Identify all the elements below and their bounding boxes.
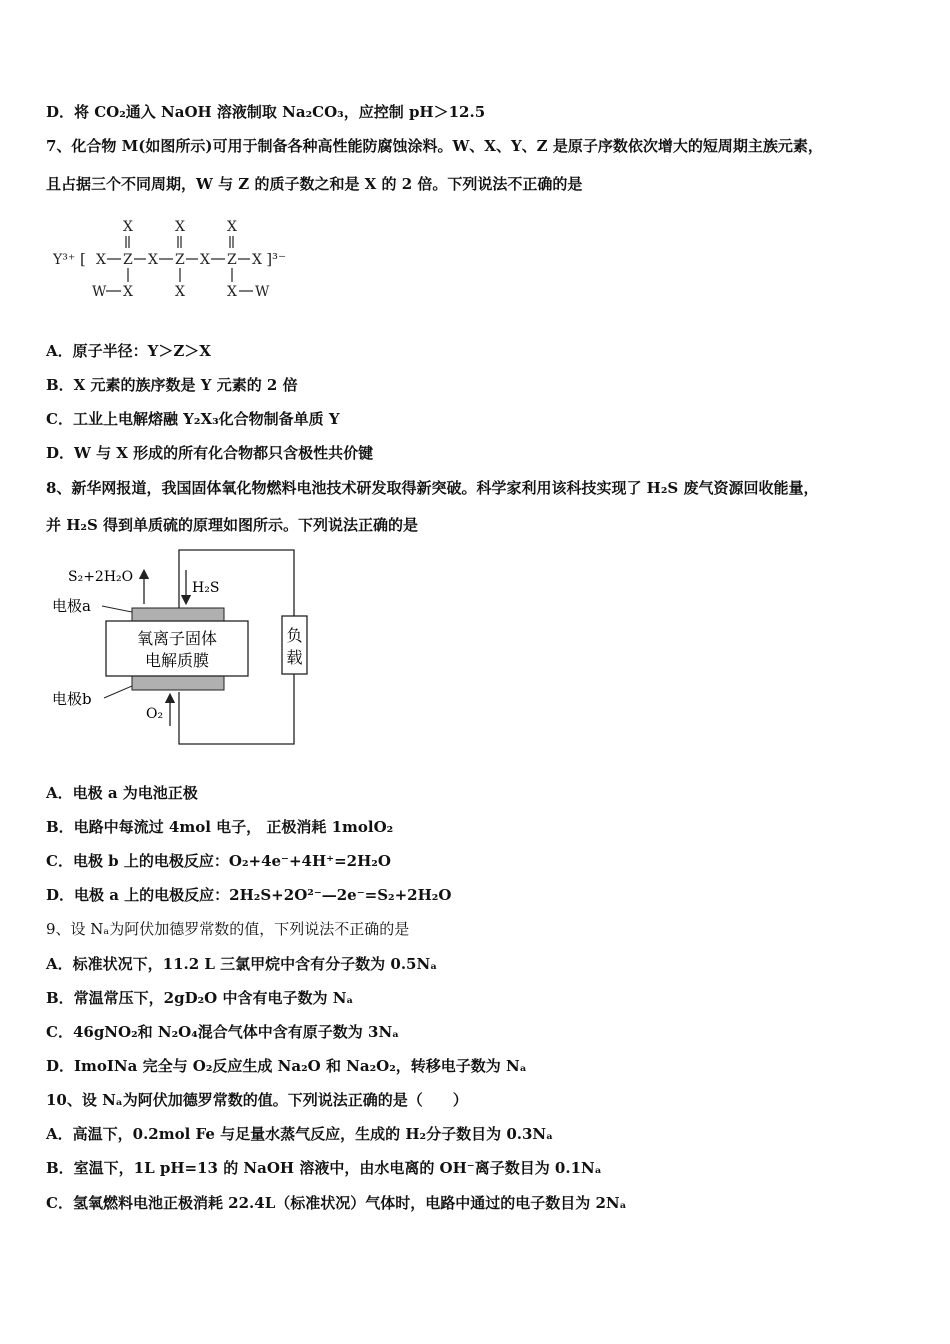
q8-stem-line2: 并 H₂S 得到单质硫的原理如图所示。下列说法正确的是 <box>46 516 419 534</box>
structure-cation: Y³⁺ <box>53 252 76 268</box>
q6-option-d: D．将 CO₂通入 NaOH 溶液制取 Na₂CO₃，应控制 pH＞12.5 <box>46 103 486 121</box>
structure-bracket-open: [ <box>80 250 86 268</box>
q7-option-b: B．X 元素的族序数是 Y 元素的 2 倍 <box>46 376 298 394</box>
q10-option-a: A．高温下，0.2mol Fe 与足量水蒸气反应，生成的 H₂分子数目为 0.3Nₐ <box>46 1125 554 1143</box>
electrode-b <box>132 676 224 690</box>
q8-stem-line1: 8、新华网报道，我国固体氧化物燃料电池技术研发取得新突破。科学家利用该科技实现了 H₂S 废气资源回收能量， <box>46 479 819 497</box>
q7-option-d: D．W 与 X 形成的所有化合物都只含极性共价键 <box>46 444 374 462</box>
q9-option-c: C．46gNO₂和 N₂O₄混合气体中含有原子数为 3Nₐ <box>46 1023 400 1041</box>
q7-option-c: C．工业上电解熔融 Y₂X₃化合物制备单质 Y <box>46 410 340 428</box>
atom-x: X <box>148 252 158 268</box>
o2-label: O₂ <box>146 706 164 722</box>
electrode-a-label: 电极a <box>52 597 91 615</box>
atom-z: Z <box>175 252 185 268</box>
atom-x: X <box>252 252 262 268</box>
q10-option-c: C．氢氧燃料电池正极消耗 22.4L（标准状况）气体时，电路中通过的电子数目为 2Nₐ <box>46 1194 627 1212</box>
atom-w: W <box>255 284 270 300</box>
product-label: S₂+2H₂O <box>68 569 134 585</box>
h2s-label: H₂S <box>192 580 220 596</box>
electrode-b-pointer <box>104 686 132 698</box>
q7-stem-line2: 且占据三个不同周期，W 与 Z 的质子数之和是 X 的 2 倍。下列说法不正确的是 <box>46 175 583 193</box>
atom-x: X <box>227 284 237 300</box>
atom-x: X <box>175 219 185 235</box>
atom-x: X <box>200 252 210 268</box>
q7-structure-diagram <box>50 214 300 304</box>
electrode-b-label: 电极b <box>52 690 92 708</box>
q7-stem-line1: 7、化合物 M(如图所示)可用于制备各种高性能防腐蚀涂料。W、X、Y、Z 是原子序数依次增大的短周期主族元素， <box>46 137 823 155</box>
atom-x: X <box>123 219 133 235</box>
q8-option-a: A．电极 a 为电池正极 <box>46 784 198 802</box>
atom-x: X <box>123 284 133 300</box>
load-label-1: 负 <box>286 626 303 645</box>
atom-x: X <box>227 219 237 235</box>
q9-stem: 9、设 Nₐ为阿伏加德罗常数的值，下列说法不正确的是 <box>46 920 410 938</box>
q10-option-b: B．室温下，1L pH=13 的 NaOH 溶液中，由水电离的 OH⁻离子数目为 0.1Nₐ <box>46 1159 602 1177</box>
q9-option-a: A．标准状况下，11.2 L 三氯甲烷中含有分子数为 0.5Nₐ <box>46 955 438 973</box>
q8-option-b: B．电路中每流过 4mol 电子， 正极消耗 1molO₂ <box>46 818 394 836</box>
q10-stem: 10、设 Nₐ为阿伏加德罗常数的值。下列说法正确的是（ ） <box>46 1091 468 1109</box>
load-label-2: 载 <box>286 648 303 667</box>
atom-z: Z <box>123 252 133 268</box>
membrane-label-1: 氧离子固体 <box>136 629 218 648</box>
atom-x: X <box>96 252 106 268</box>
electrode-a <box>132 608 224 621</box>
q9-option-d: D．ImoINa 完全与 O₂反应生成 Na₂O 和 Na₂O₂，转移电子数为 Nₐ <box>46 1057 527 1075</box>
atom-z: Z <box>227 252 237 268</box>
atom-x: X <box>175 284 185 300</box>
structure-bracket-close: ]³⁻ <box>266 250 286 268</box>
electrode-a-pointer <box>102 606 132 612</box>
q8-option-d: D．电极 a 上的电极反应：2H₂S+2O²⁻—2e⁻=S₂+2H₂O <box>46 886 452 904</box>
atom-w: W <box>92 284 107 300</box>
fuel-cell-diagram <box>46 546 316 751</box>
membrane-label-2: 电解质膜 <box>144 651 210 670</box>
q9-option-b: B．常温常压下，2gD₂O 中含有电子数为 Nₐ <box>46 989 354 1007</box>
q8-option-c: C．电极 b 上的电极反应：O₂+4e⁻+4H⁺=2H₂O <box>46 852 391 870</box>
q7-option-a: A．原子半径：Y＞Z＞X <box>46 342 211 360</box>
